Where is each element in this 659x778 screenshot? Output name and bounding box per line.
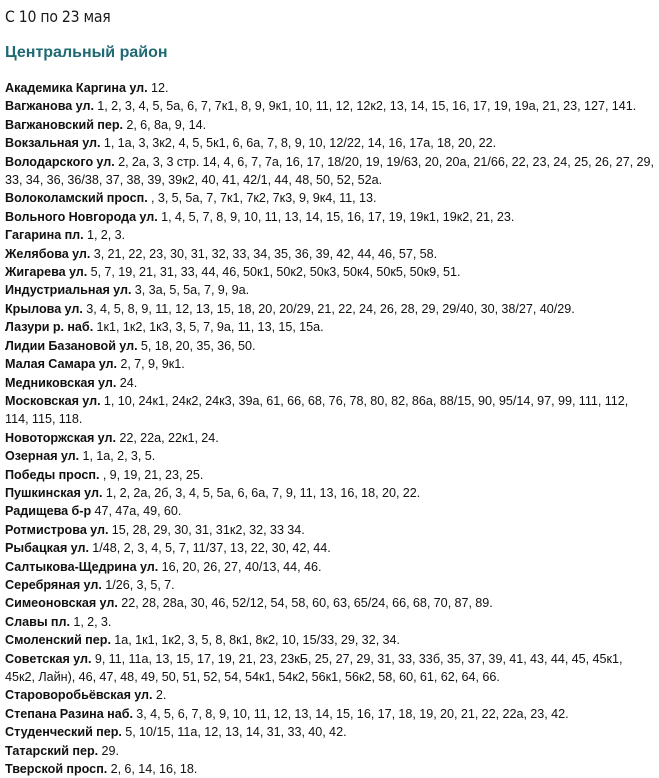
street-house-numbers: 24. <box>119 375 138 390</box>
street-house-numbers: 1, 2, 3. <box>87 228 126 243</box>
street-house-numbers: 1, 1а, 3, 3к2, 4, 5, 5к1, 6, 6а, 7, 8, 9, 10, 12/22, 14, 16, 17а, 18, 20, 22. <box>103 136 497 151</box>
street-house-numbers: 1а, 1к1, 1к2, 3, 5, 8, 8к1, 8к2, 10, 15/33, 29, 32, 34. <box>114 633 400 648</box>
street-name: Татарский пер. <box>5 743 99 758</box>
street-list-item <box>5 281 655 299</box>
street-house-numbers: 16, 20, 26, 27, 40/13, 44, 46. <box>161 559 322 574</box>
street-house-numbers: 2. <box>155 688 167 703</box>
street-name: Лазури р. наб. <box>5 320 94 335</box>
street-name: Радищева б-р <box>5 504 92 519</box>
street-house-numbers: 1, 10, 24к1, 24к2, 24к3, 39а, 61, 66, 68, 76, 78, 80, 82, 86а, 88/15, 90, 95/14, 97, 99, 111, 112, 114, 115, 118. <box>5 393 629 427</box>
street-name: Тверской просп. <box>5 762 108 777</box>
street-house-numbers: 29. <box>101 743 119 758</box>
street-name: Вольного Новгорода ул. <box>5 209 158 224</box>
street-list-item <box>5 392 655 429</box>
street-list-item <box>5 134 655 152</box>
street-name: Московская ул. <box>5 393 101 408</box>
street-name: Гагарина пл. <box>5 228 84 243</box>
street-list-item <box>5 429 655 447</box>
street-list-item <box>5 686 655 704</box>
street-list-item <box>5 337 655 355</box>
street-list-item <box>5 300 655 318</box>
street-list-item <box>5 97 655 115</box>
street-list-item <box>5 189 655 207</box>
street-name: Ротмистрова ул. <box>5 522 109 537</box>
street-list-item <box>5 705 655 723</box>
street-list-item <box>5 374 655 392</box>
street-house-numbers: 47, 47а, 49, 60. <box>94 504 182 519</box>
street-house-numbers: 1, 2, 3. <box>73 614 112 629</box>
street-name: Озерная ул. <box>5 449 80 464</box>
district-title: Центральный район <box>5 44 168 61</box>
street-list-item <box>5 226 655 244</box>
street-list-item <box>5 558 655 576</box>
street-house-numbers: 5, 7, 19, 21, 31, 33, 44, 46, 50к1, 50к2, 50к3, 50к4, 50к5, 50к9, 51. <box>90 265 461 280</box>
street-house-numbers: , 9, 19, 21, 23, 25. <box>102 467 204 482</box>
street-name: Володарского ул. <box>5 154 115 169</box>
street-house-numbers: 2, 6, 8а, 9, 14. <box>126 117 207 132</box>
street-list-item <box>5 502 655 520</box>
street-house-numbers: 2, 2а, 3, 3 стр. 14, 4, 6, 7, 7а, 16, 17, 18/20, 19, 19/63, 20, 20а, 21/66, 22, 23, 24, 25, 26, 27, 29, 33, 34, 36, 36/38, 37, 38, 39, 39к2, 40, 41, 42/1, 44, 48, 50, 52, 52а. <box>5 154 655 188</box>
street-list <box>5 79 655 778</box>
date-range-heading: С 10 по 23 мая <box>5 7 111 26</box>
street-name: Серебряная ул. <box>5 577 102 592</box>
street-name: Симеоновская ул. <box>5 596 118 611</box>
street-house-numbers: 3, 4, 5, 6, 7, 8, 9, 10, 11, 12, 13, 14, 15, 16, 17, 18, 19, 20, 21, 22, 22а, 23, 42. <box>136 706 569 721</box>
street-house-numbers: 15, 28, 29, 30, 31, 31к2, 32, 33 34. <box>111 522 305 537</box>
street-name: Студенческий пер. <box>5 725 122 740</box>
street-name: Вагжанова ул. <box>5 99 94 114</box>
street-house-numbers: 3, 4, 5, 8, 9, 11, 12, 13, 15, 18, 20, 20/29, 21, 22, 24, 26, 28, 29, 29/40, 30, 38/27, 40/29. <box>86 301 575 316</box>
street-name: Медниковская ул. <box>5 375 117 390</box>
street-list-item <box>5 723 655 741</box>
street-house-numbers: 3, 21, 22, 23, 30, 31, 32, 33, 34, 35, 36, 39, 42, 44, 46, 57, 58. <box>93 246 438 261</box>
street-name: Желябова ул. <box>5 246 91 261</box>
street-list-item <box>5 208 655 226</box>
street-list-item <box>5 650 655 687</box>
street-house-numbers: 5, 10/15, 11а, 12, 13, 14, 31, 33, 40, 42. <box>125 725 347 740</box>
street-name: Индустриальная ул. <box>5 283 132 298</box>
street-list-item <box>5 79 655 97</box>
street-name: Жигарева ул. <box>5 265 88 280</box>
street-name: Волоколамский просп. <box>5 191 148 206</box>
street-house-numbers: 1/26, 3, 5, 7. <box>105 577 175 592</box>
street-house-numbers: 3, 3а, 5, 5а, 7, 9, 9а. <box>134 283 250 298</box>
street-name: Новоторжская ул. <box>5 430 117 445</box>
street-list-item <box>5 631 655 649</box>
street-house-numbers: 1, 1а, 2, 3, 5. <box>82 449 156 464</box>
street-house-numbers: 12. <box>150 81 169 95</box>
street-name: Академика Каргина ул. <box>5 81 148 95</box>
street-house-numbers: 2, 7, 9, 9к1. <box>120 357 185 372</box>
street-house-numbers: 1, 2, 3, 4, 5, 5а, 6, 7, 7к1, 8, 9, 9к1, 10, 11, 12, 12к2, 13, 14, 15, 16, 17, 19, 19а, 21, 23, 127, 141. <box>97 99 637 114</box>
street-house-numbers: 9, 11, 11а, 13, 15, 17, 19, 21, 23, 23кБ, 25, 27, 29, 31, 33, 33б, 35, 37, 39, 41, 43, 44, 45, 45к1, 45к2, Лайн), 46, 47, 48, 49, 50, 51, 52, 54, 54к1, 54к2, 56к1, 56к2, 58, 60, 61, 62, 64, 66. <box>5 651 623 684</box>
street-list-item <box>5 116 655 134</box>
street-list-item <box>5 318 655 336</box>
street-name: Салтыкова-Щедрина ул. <box>5 559 159 574</box>
street-house-numbers: 22, 22а, 22к1, 24. <box>119 430 219 445</box>
street-name: Степана Разина наб. <box>5 706 133 721</box>
street-name: Вокзальная ул. <box>5 136 101 151</box>
street-name: Староворобьёвская ул. <box>5 688 153 703</box>
street-list-item <box>5 742 655 760</box>
street-name: Славы пл. <box>5 614 71 629</box>
street-list-item <box>5 447 655 465</box>
street-list-item <box>5 153 655 190</box>
street-name: Пушкинская ул. <box>5 485 103 500</box>
street-house-numbers: 1, 4, 5, 7, 8, 9, 10, 11, 13, 14, 15, 16, 17, 19, 19к1, 19к2, 21, 23. <box>161 209 515 224</box>
street-list-item <box>5 245 655 263</box>
street-name: Крылова ул. <box>5 301 83 316</box>
street-name: Советская ул. <box>5 651 92 666</box>
street-house-numbers: 22, 28, 28а, 30, 46, 52/12, 54, 58, 60, 63, 65/24, 66, 68, 70, 87, 89. <box>121 596 493 611</box>
street-house-numbers: 1/48, 2, 3, 4, 5, 7, 11/37, 13, 22, 30, 42, 44. <box>92 541 331 556</box>
street-name: Вагжановский пер. <box>5 117 124 132</box>
street-house-numbers: 1, 2, 2а, 2б, 3, 4, 5, 5а, 6, 6а, 7, 9, 11, 13, 16, 18, 20, 22. <box>105 485 421 500</box>
street-house-numbers: , 3, 5, 5а, 7, 7к1, 7к2, 7к3, 9, 9к4, 11, 13. <box>151 191 377 206</box>
street-list-item <box>5 594 655 612</box>
street-list-item <box>5 484 655 502</box>
street-list-item <box>5 466 655 484</box>
street-list-item <box>5 760 655 778</box>
street-name: Малая Самара ул. <box>5 357 118 372</box>
street-name: Смоленский пер. <box>5 633 111 648</box>
street-list-item <box>5 263 655 281</box>
street-name: Победы просп. <box>5 467 100 482</box>
street-house-numbers: 5, 18, 20, 35, 36, 50. <box>140 338 256 353</box>
street-list-item <box>5 521 655 539</box>
street-list-item <box>5 576 655 594</box>
street-name: Рыбацкая ул. <box>5 541 89 556</box>
street-house-numbers: 2, 6, 14, 16, 18. <box>110 762 198 777</box>
street-name: Лидии Базановой ул. <box>5 338 138 353</box>
street-list-item <box>5 355 655 373</box>
street-house-numbers: 1к1, 1к2, 1к3, 3, 5, 7, 9а, 11, 13, 15, 15а. <box>96 320 324 335</box>
street-list-item <box>5 613 655 631</box>
street-list-item <box>5 539 655 557</box>
